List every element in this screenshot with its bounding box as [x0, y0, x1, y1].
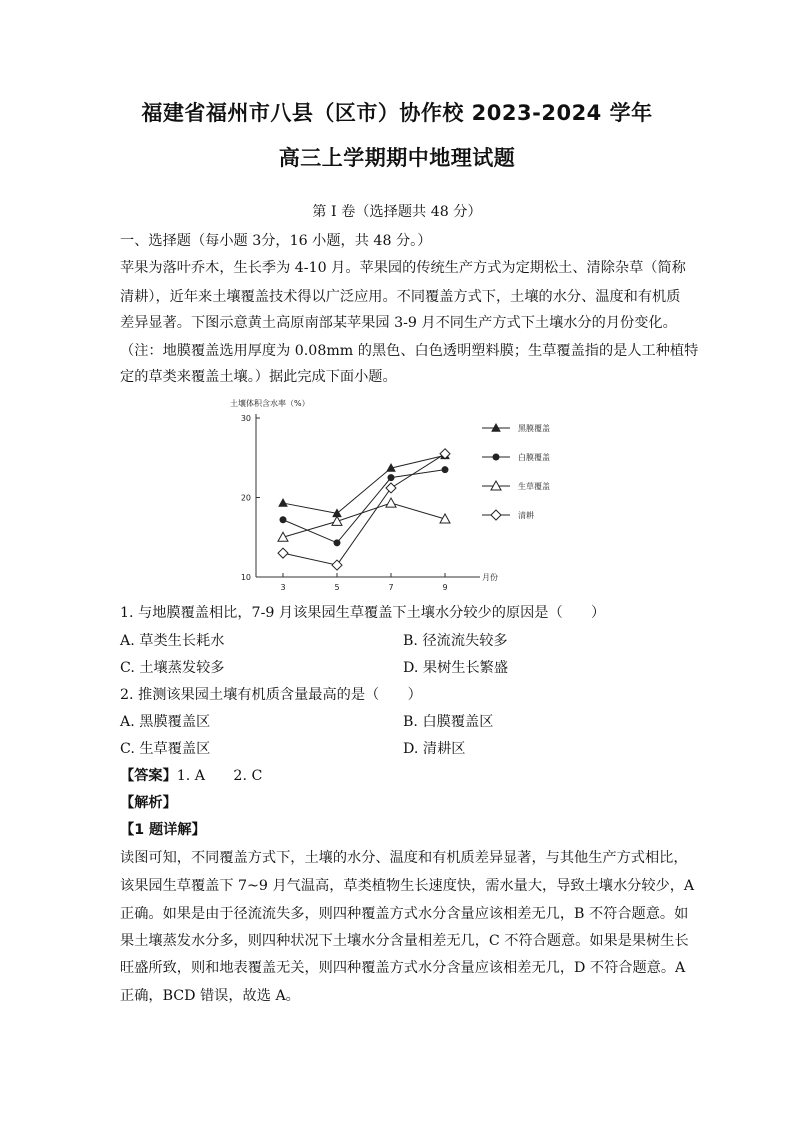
- answer-line: [120, 766, 262, 786]
- data-point-series-3: [332, 516, 342, 525]
- legend-label: 白膜覆盖: [518, 453, 550, 462]
- y-tick-label: 30: [240, 414, 251, 423]
- series-line-4: [283, 454, 445, 565]
- x-tick-label: 5: [334, 583, 340, 592]
- passage-line: 苹果为落叶乔木，生长季为 4-10 月。苹果园的传统生产方式为定期松土、清除杂草（简称: [120, 260, 686, 276]
- series-line-1: [283, 455, 445, 513]
- question-2-option-a[interactable]: A. 黑膜覆盖区: [120, 714, 211, 730]
- series-line-2: [283, 470, 445, 543]
- question-2-option-d[interactable]: D. 清耕区: [403, 741, 466, 757]
- question-1-option-d[interactable]: D. 果树生长繁盛: [403, 660, 509, 676]
- volume-title: 第 I 卷（选择题共 48 分）: [312, 204, 482, 220]
- x-tick-label: 7: [388, 583, 394, 592]
- data-point-series-3: [278, 532, 288, 541]
- legend-marker: [491, 510, 501, 520]
- data-point-series-1: [279, 499, 287, 506]
- data-point-series-3: [386, 498, 396, 507]
- analysis-line: 该果园生草覆盖下 7~9 月气温高，草类植物生长速度快，需水量大，导致土壤水分较少，A: [120, 878, 695, 894]
- legend-label: 清耕: [518, 511, 534, 520]
- question-2-option-b[interactable]: B. 白膜覆盖区: [403, 714, 494, 730]
- document-title-line1: 福建省福州市八县（区市）协作校 2023-2024 学年: [141, 101, 653, 125]
- passage-line: （注：地膜覆盖选用厚度为 0.08mm 的黑色、白色透明塑料膜；生草覆盖指的是人工种植特: [120, 343, 699, 359]
- data-point-series-2: [442, 467, 448, 473]
- analysis-line: 读图可知，不同覆盖方式下，土壤的水分、温度和有机质差异显著，与其他生产方式相比，: [120, 850, 688, 866]
- data-point-series-4: [386, 483, 396, 493]
- document-title-line2: 高三上学期期中地理试题: [278, 146, 516, 170]
- question-2-stem: 2. 推测该果园土壤有机质含量最高的是（ ）: [120, 687, 422, 703]
- data-point-series-4: [332, 560, 342, 570]
- analysis-label: 【解析】: [120, 795, 177, 811]
- analysis-line: 旺盛所致，则和地表覆盖无关，则四种覆盖方式水分含量应该相差无几，D 不符合题意。A: [120, 960, 686, 976]
- analysis-line: 正确，BCD 错误，故选 A。: [120, 988, 300, 1004]
- question-1-option-b[interactable]: B. 径流流失较多: [403, 633, 508, 649]
- analysis-sub-label: 【1 题详解】: [120, 822, 206, 838]
- data-point-series-3: [440, 514, 450, 523]
- x-tick-label: 3: [280, 583, 286, 592]
- data-point-series-2: [280, 517, 286, 523]
- x-tick-label: 9: [442, 583, 448, 592]
- soil-moisture-line-chart: [228, 392, 550, 597]
- data-point-series-2: [388, 475, 394, 481]
- question-2-option-c[interactable]: C. 生草覆盖区: [120, 741, 211, 757]
- data-point-series-2: [334, 540, 340, 546]
- legend-label: 黑膜覆盖: [518, 424, 550, 433]
- analysis-line: 果土壤蒸发水分多，则四种状况下土壤水分含量相差无几，C 不符合题意。如果是果树生长: [120, 933, 689, 949]
- legend-marker: [493, 454, 499, 460]
- x-axis-title: 月份: [482, 573, 498, 582]
- question-1-option-c[interactable]: C. 土壤蒸发较多: [120, 660, 225, 676]
- passage-line: 清耕），近年来土壤覆盖技术得以广泛应用。不同覆盖方式下，土壤的水分、温度和有机质: [120, 289, 681, 305]
- question-1-stem: 1. 与地膜覆盖相比，7-9 月该果园生草覆盖下土壤水分较少的原因是（ ）: [120, 605, 606, 621]
- y-tick-label: 20: [240, 493, 251, 503]
- y-tick-label: 10: [240, 573, 251, 582]
- analysis-line: 正确。如果是由于径流流失多，则四种覆盖方式水分含量应该相差无几，B 不符合题意。如: [120, 906, 689, 922]
- passage-line: 定的草类来覆盖土壤。）据此完成下面小题。: [120, 369, 397, 385]
- part-heading: 一、选择题（每小题 3分，16 小题，共 48 分。）: [120, 233, 432, 249]
- y-axis-title: 土壤体积含水率（%）: [230, 399, 310, 408]
- passage-line: 差异显著。下图示意黄土高原南部某苹果园 3-9 月不同生产方式下土壤水分的月份变化。: [120, 315, 677, 331]
- question-1-option-a[interactable]: A. 草类生长耗水: [120, 633, 225, 649]
- legend-label: 生草覆盖: [518, 482, 550, 491]
- answer-label: 【答案】: [120, 768, 177, 784]
- data-point-series-4: [278, 548, 288, 558]
- answer-text: 1. A 2. C: [176, 768, 263, 784]
